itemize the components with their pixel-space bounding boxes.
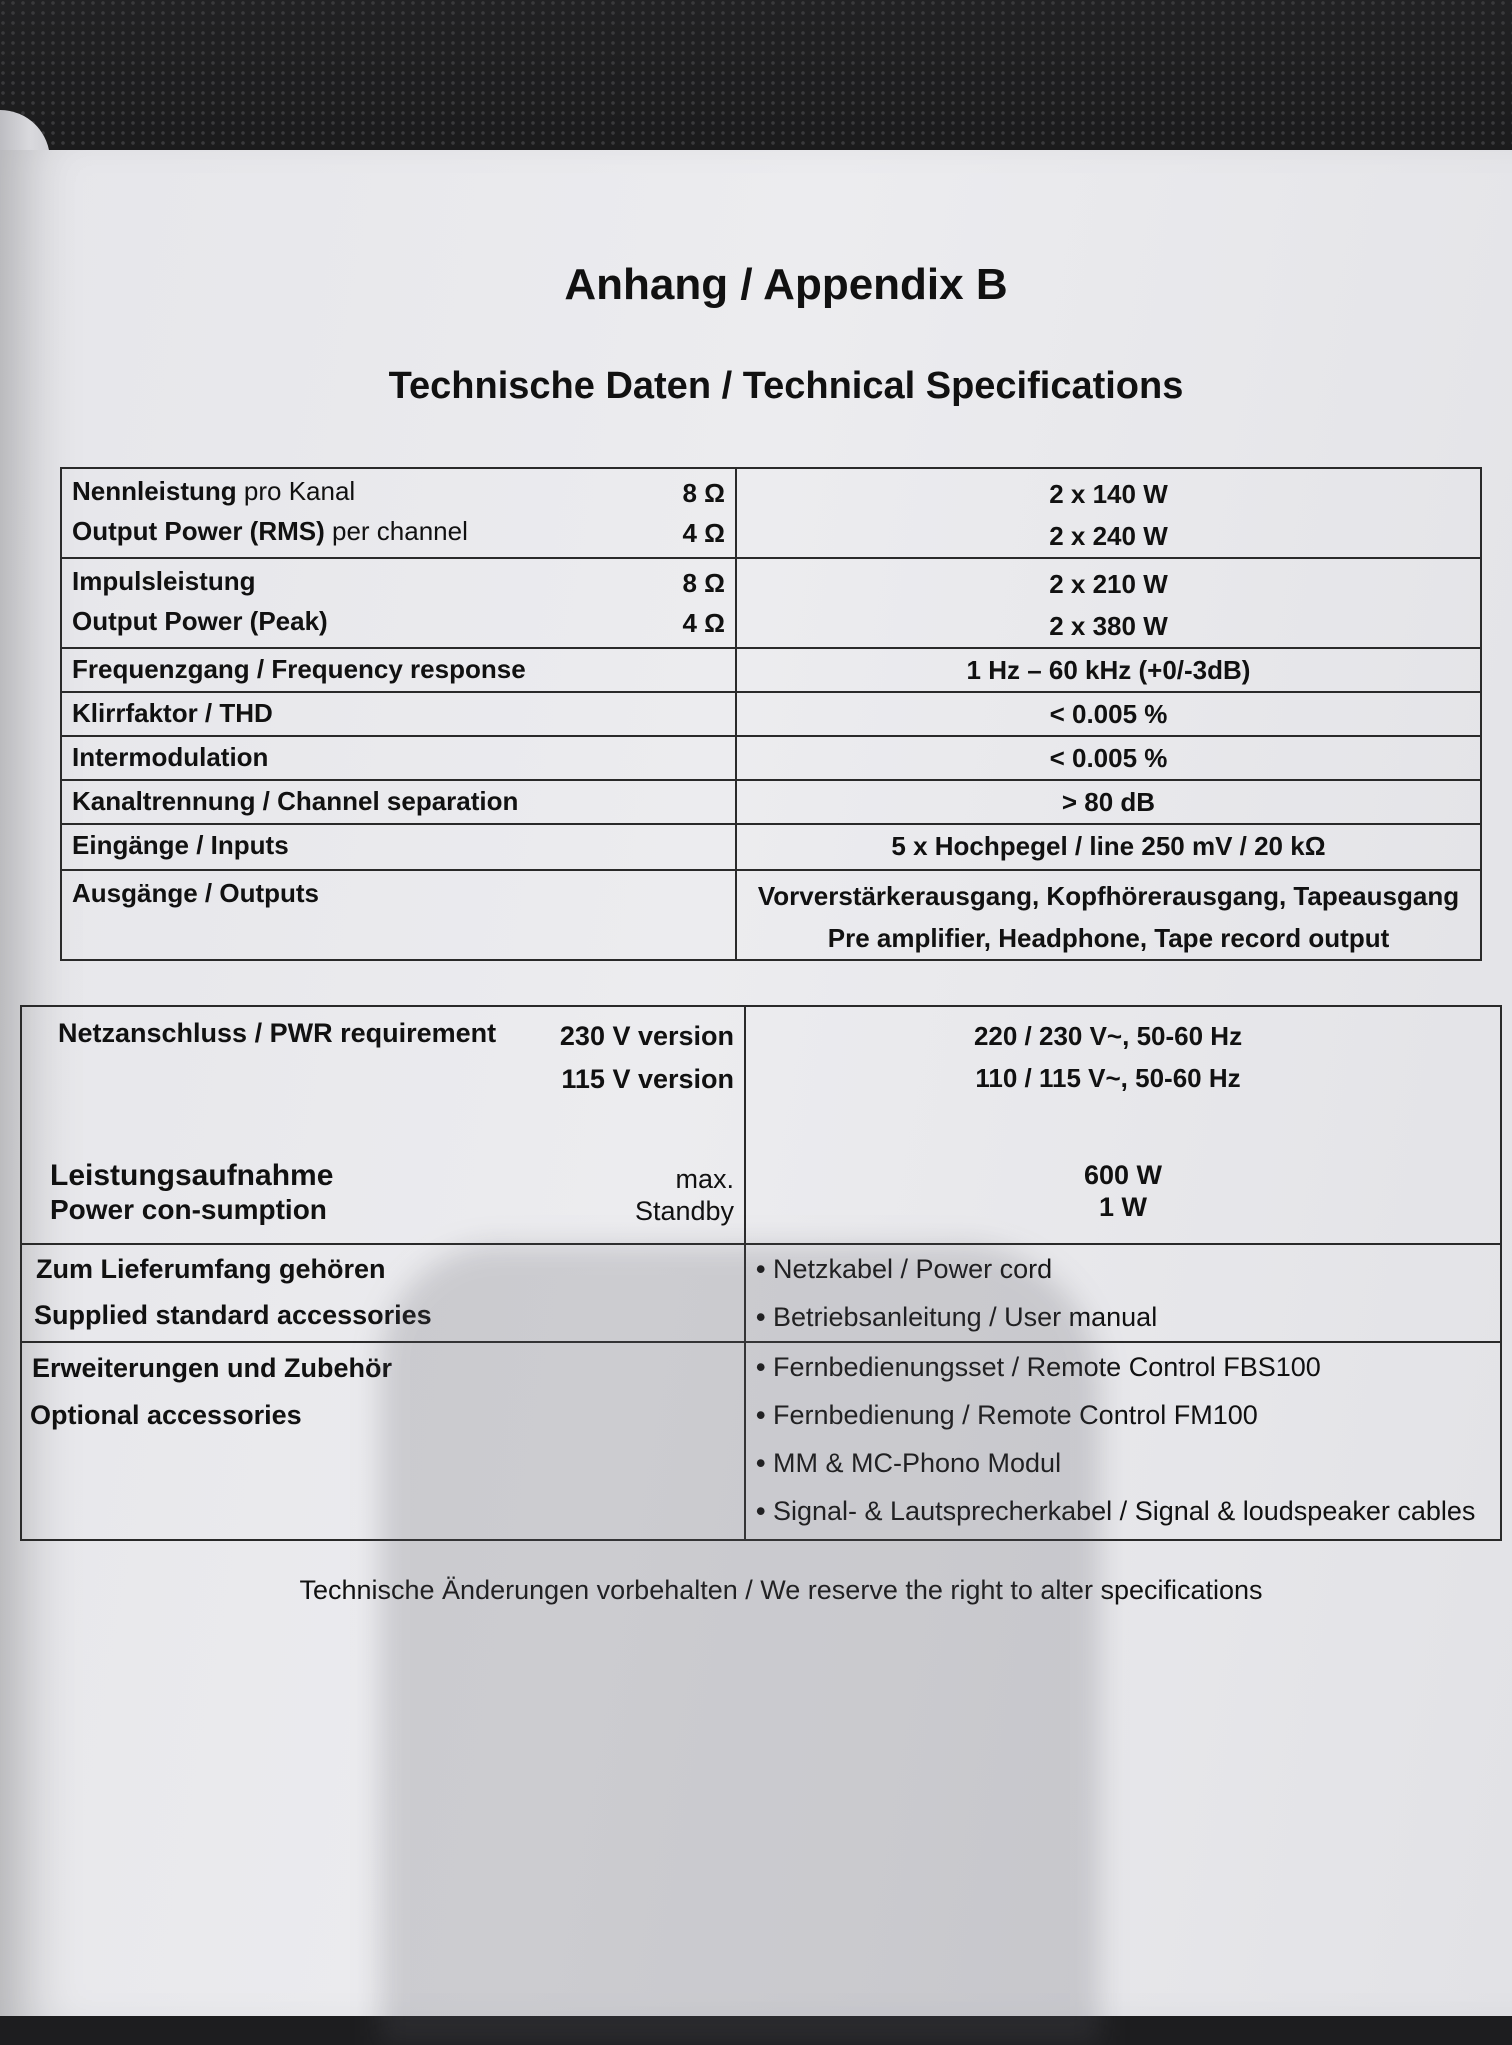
row-value: 1 Hz – 60 kHz (+0/-3dB) [966, 655, 1251, 685]
impedance-8: 8 Ω [682, 568, 725, 598]
spec-row [61, 648, 1481, 692]
row-label: Netzanschluss / PWR requirement [58, 1018, 497, 1048]
row-value: > 80 dB [1061, 787, 1156, 817]
spec-row-rated-power: Nennleistung pro Kanal Output Power (RMS) per channel 8 Ω 4 Ω 2 x 140 W 2 x 240 W [61, 468, 1481, 558]
version-230: 230 V version [559, 1021, 735, 1051]
row-label: Eingänge / Inputs [72, 830, 289, 860]
spec-row-peak-power [61, 558, 1481, 648]
label-de: Erweiterungen und Zubehör [32, 1353, 393, 1383]
label-de: Zum Lieferumfang gehören [36, 1254, 386, 1284]
row-label: Ausgänge / Outputs [72, 878, 319, 908]
page-subtitle: Technische Daten / Technical Specifications [388, 365, 1184, 407]
label-en: Supplied standard accessories [34, 1300, 432, 1330]
list-item: • Signal- & Lautsprecherkabel / Signal & loudspeaker cables [746, 1487, 1500, 1535]
standby-label: Standby [634, 1196, 735, 1226]
version-115: 115 V version [561, 1064, 735, 1094]
list-item: • Netzkabel / Power cord [746, 1245, 1500, 1293]
value-rms-4: 2 x 240 W [1049, 521, 1168, 551]
consumption-label-en: Power con-sumption [50, 1194, 327, 1225]
row-value: < 0.005 % [1049, 743, 1168, 773]
spec-row [61, 692, 1481, 736]
row-value: Pre amplifier, Headphone, Tape record output [827, 923, 1390, 953]
impedance-4: 4 Ω [682, 518, 725, 548]
spec-row [61, 824, 1481, 870]
footnote: Technische Änderungen vorbehalten / We reserve the right to alter specifications [299, 1575, 1263, 1605]
label-en: Optional accessories [30, 1400, 302, 1430]
label-de: Nennleistung [72, 476, 237, 506]
row-value: < 0.005 % [1049, 699, 1168, 729]
value-rms-8: 2 x 140 W [1049, 479, 1168, 509]
label-de: Impulsleistung [72, 566, 256, 596]
list-item: • Betriebsanleitung / User manual [746, 1293, 1500, 1341]
label-en: Output Power (RMS) [72, 516, 325, 546]
background-fabric [0, 0, 1512, 175]
consumption-standby: 1 W [1099, 1192, 1148, 1222]
spec-row-outputs [61, 870, 1481, 960]
hand-shadow [380, 1245, 1100, 2045]
impedance-4: 4 Ω [682, 608, 725, 638]
spec-row [61, 780, 1481, 824]
label-en: Output Power (Peak) [72, 606, 328, 636]
page-title: Anhang / Appendix B [564, 260, 1008, 309]
row-value: 5 x Hochpegel / line 250 mV / 20 kΩ [891, 831, 1326, 861]
voltage-115: 110 / 115 V~, 50-60 Hz [975, 1063, 1241, 1093]
voltage-230: 220 / 230 V~, 50-60 Hz [973, 1021, 1243, 1051]
row-label: Intermodulation [72, 742, 269, 772]
list-item: • Fernbedienungsset / Remote Control FBS100 [746, 1343, 1500, 1391]
max-label: max. [675, 1164, 735, 1194]
list-item: • Fernbedienung / Remote Control FM100 [746, 1391, 1500, 1439]
spec-table-1 [60, 467, 1482, 961]
consumption-max: 600 W [1083, 1160, 1163, 1190]
row-label: Kanaltrennung / Channel separation [72, 786, 519, 816]
impedance-8: 8 Ω [682, 478, 725, 508]
row-value: Vorverstärkerausgang, Kopfhörerausgang, Tapeausgang [757, 881, 1460, 911]
list-item: • MM & MC-Phono Modul [746, 1439, 1500, 1487]
spec-row-power-supply [21, 1006, 1501, 1244]
value-peak-8: 2 x 210 W [1049, 569, 1168, 599]
row-label: Frequenzgang / Frequency response [72, 654, 526, 684]
consumption-label-de: Leistungsaufnahme [50, 1159, 334, 1192]
spec-row [61, 736, 1481, 780]
value-peak-4: 2 x 380 W [1049, 611, 1168, 641]
row-label: Klirrfaktor / THD [72, 698, 273, 728]
